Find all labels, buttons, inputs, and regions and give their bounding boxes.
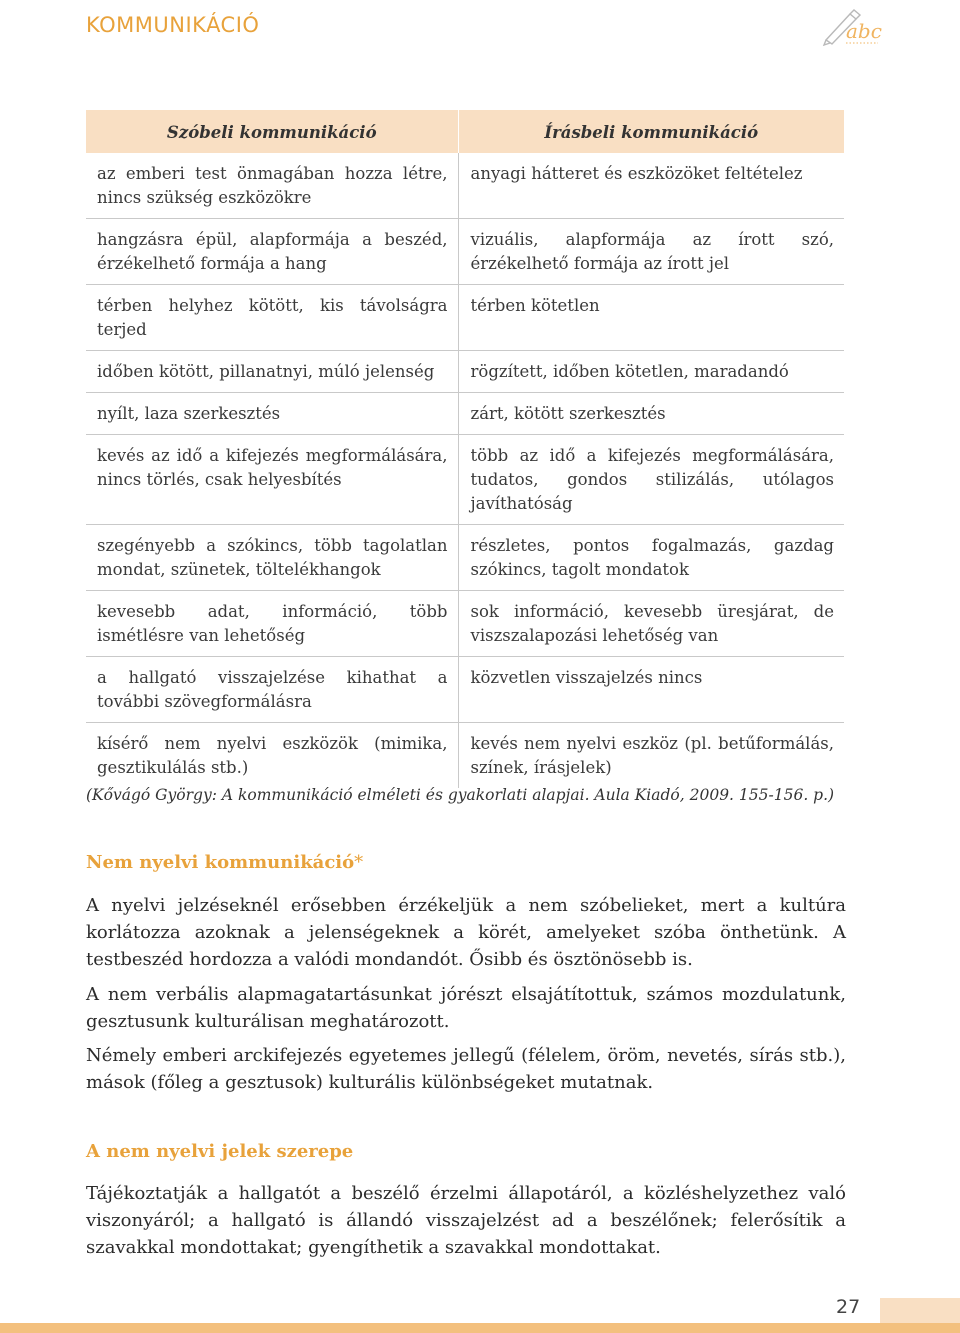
section-heading-text: Nem nyelvi kommunikáció	[86, 852, 355, 873]
table-citation: (Kővágó György: A kommunikáció elméleti és gyakorlati alapjai. Aula Kiadó, 2009. 155-156. p.)	[86, 786, 835, 804]
table-cell-written: térben kötetlen	[458, 285, 844, 351]
table-header-row	[86, 110, 844, 153]
table-cell-written: sok információ, kevesebb üresjárat, de viszszalapozási lehetőség van	[458, 591, 844, 657]
page-number-tab	[880, 1298, 960, 1323]
pen-abc-logo-icon	[820, 6, 882, 46]
table-cell-oral: időben kötött, pillanatnyi, múló jelenség	[86, 351, 458, 393]
paragraph: A nem verbális alapmagatartásunkat jórészt elsajátítottuk, számos mozdulatunk, gesztusunk kulturálisan meghatározott.	[86, 984, 846, 1032]
table-row	[86, 285, 844, 351]
table-row	[86, 591, 844, 657]
table-row	[86, 657, 844, 723]
column-header-written: Írásbeli kommunikáció	[458, 110, 844, 153]
table-row	[86, 723, 844, 789]
table-row	[86, 435, 844, 525]
table-row	[86, 153, 844, 219]
page-header-title: KOMMUNIKÁCIÓ	[86, 13, 260, 37]
table-cell-written: anyagi hátteret és eszközöket feltételez	[458, 153, 844, 219]
section-heading-nonverbal	[86, 852, 363, 873]
table-cell-written: vizuális, alapformája az írott szó, érzékelhető formája az írott jel	[458, 219, 844, 285]
table-row	[86, 351, 844, 393]
table-cell-oral: térben helyhez kötött, kis távolságra terjed	[86, 285, 458, 351]
table-cell-written: több az idő a kifejezés megformálására, tudatos, gondos stilizálás, utólagos javíthatóság	[458, 435, 844, 525]
comparison-table	[86, 110, 844, 788]
table-cell-written: részletes, pontos fogalmazás, gazdag szókincs, tagolt mondatok	[458, 525, 844, 591]
table-cell-oral: szegényebb a szókincs, több tagolatlan mondat, szünetek, töltelékhangok	[86, 525, 458, 591]
table-cell-written: kevés nem nyelvi eszköz (pl. betűformálás, színek, írásjelek)	[470, 734, 834, 777]
table-row	[86, 393, 844, 435]
table-cell-oral: nyílt, laza szerkesztés	[86, 393, 458, 435]
table-cell-oral: kevés az idő a kifejezés megformálására, nincs törlés, csak helyesbítés	[86, 435, 458, 525]
paragraph: Némely emberi arckifejezés egyetemes jellegű (félelem, öröm, nevetés, sírás stb.), mások (főleg a gesztusok) kulturális különbségeket mutatnak.	[86, 1045, 846, 1093]
footer-bar	[0, 1323, 960, 1333]
column-header-oral: Szóbeli kommunikáció	[86, 110, 458, 153]
table-cell-oral: az emberi test önmagában hozza létre, nincs szükség eszközökre	[86, 153, 458, 219]
paragraph: Tájékoztatják a hallgatót a beszélő érzelmi állapotáról, a közléshelyzethez való viszonyáról; a hallgató is állandó visszajelzést ad a beszélőnek; felerősítik a szavakkal mondottakat; gyengíthetik a szavakkal mondottakat.	[86, 1183, 846, 1258]
table-row	[86, 219, 844, 285]
logo-text: abc	[846, 19, 882, 43]
table-cell-written: közvetlen visszajelzés nincs	[458, 657, 844, 723]
section-heading-role: A nem nyelvi jelek szerepe	[86, 1141, 354, 1162]
table-cell-written: zárt, kötött szerkesztés	[458, 393, 844, 435]
footnote-mark: *	[354, 852, 364, 873]
paragraph: A nyelvi jelzéseknél erősebben érzékeljük a nem szóbelieket, mert a kultúra korlátozza azoknak a jelenségeknek a körét, amelyeket szóba önthetünk. A testbeszéd hordozza a valódi mondandót. Ősibb és ösztönösebb is.	[86, 895, 846, 970]
table-cell-oral: kevesebb adat, információ, több ismétlésre van lehetőség	[86, 591, 458, 657]
table-cell-written: rögzített, időben kötetlen, maradandó	[458, 351, 844, 393]
table-row	[86, 525, 844, 591]
table-cell-oral: a hallgató visszajelzése kihathat a további szövegformálásra	[86, 657, 458, 723]
page-number: 27	[836, 1296, 861, 1318]
table-cell-oral: hangzásra épül, alapformája a beszéd, érzékelhető formája a hang	[86, 219, 458, 285]
table-cell-oral: kísérő nem nyelvi eszközök (mimika, gesztikulálás stb.)	[86, 723, 458, 789]
